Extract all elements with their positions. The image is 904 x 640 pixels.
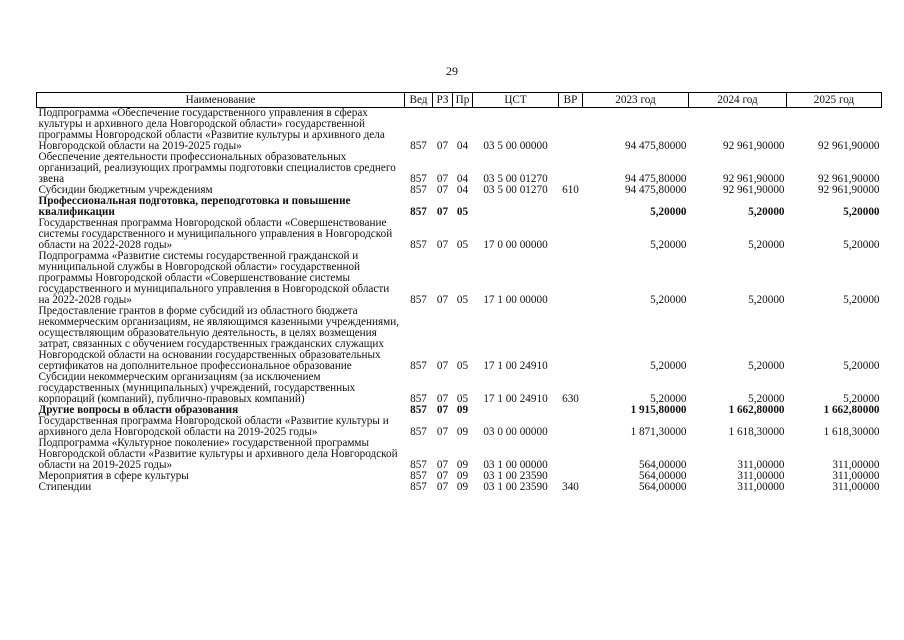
cell-name: Субсидии бюджетным учреждениям — [38, 184, 213, 196]
table-row — [37, 372, 882, 405]
cell-vr — [559, 251, 583, 306]
cell-pr: 09 — [456, 404, 469, 416]
header-ved: Вед — [405, 93, 433, 108]
cell-2025: 311,00000 — [832, 481, 880, 493]
cell-ved: 857 — [410, 459, 427, 471]
cell-2023: 5,20000 — [650, 239, 687, 251]
cell-2025: 92 961,90000 — [817, 184, 880, 196]
cell-pr: 04 — [456, 173, 469, 185]
cell-rz: 07 — [436, 470, 449, 482]
cell-name: Субсидии некоммерческим организациям (за исключением государственных (муниципальных) учреждений, государственных корпораций (компаний), публично-правовых компаний) — [38, 371, 356, 405]
cell-name: Профессиональная подготовка, переподготовка и повышение квалификации — [38, 195, 351, 218]
page-number: 29 — [446, 64, 458, 78]
cell-cst: 17 1 00 24910 — [483, 360, 548, 372]
cell-rz: 07 — [436, 294, 449, 306]
cell-cst: 03 5 00 00000 — [483, 140, 548, 152]
cell-vr — [559, 405, 583, 416]
cell-pr: 09 — [456, 481, 469, 493]
cell-cst: 17 1 00 00000 — [483, 294, 548, 306]
table-row — [37, 196, 882, 218]
cell-cst — [473, 196, 559, 218]
cell-2025: 311,00000 — [832, 470, 880, 482]
cell-2024: 5,20000 — [748, 393, 785, 405]
cell-rz: 07 — [436, 459, 449, 471]
cell-2024: 311,00000 — [737, 459, 785, 471]
table-row — [37, 218, 882, 251]
cell-cst: 03 5 00 01270 — [483, 173, 548, 185]
cell-2024: 92 961,90000 — [722, 140, 785, 152]
cell-pr: 05 — [456, 393, 469, 405]
cell-vr — [559, 218, 583, 251]
cell-ved: 857 — [410, 426, 427, 438]
cell-ved: 857 — [410, 173, 427, 185]
cell-2023: 564,00000 — [638, 459, 687, 471]
cell-2025: 1 618,30000 — [823, 426, 880, 438]
cell-ved: 857 — [410, 470, 427, 482]
cell-cst: 03 5 00 01270 — [483, 184, 548, 196]
cell-2023: 5,20000 — [650, 294, 687, 306]
header-2025: 2025 год — [787, 93, 882, 108]
table-row — [37, 152, 882, 185]
cell-2025: 92 961,90000 — [817, 140, 880, 152]
cell-vr — [559, 108, 583, 153]
cell-vr — [559, 438, 583, 471]
cell-2024: 5,20000 — [748, 360, 785, 372]
cell-2024: 92 961,90000 — [722, 184, 785, 196]
cell-pr: 09 — [456, 470, 469, 482]
budget-table — [36, 92, 882, 493]
cell-name: Другие вопросы в области образования — [38, 404, 239, 416]
table-row — [37, 251, 882, 306]
cell-2023: 5,20000 — [650, 206, 687, 218]
cell-vr: 630 — [562, 393, 579, 405]
cell-name: Предоставление грантов в форме субсидий из областного бюджета некоммерческим организациям, не являющимся казенными учреждениями, осуществляющим образовательную деятельность, в целях возмещения затрат, связанных с обучением государственных гражданских служащих Новгородской области на основании государственных образовательных сертификатов на дополнительное профессиональное образование — [38, 305, 399, 372]
cell-ved: 857 — [410, 239, 427, 251]
cell-rz: 07 — [436, 184, 449, 196]
cell-2025: 5,20000 — [843, 360, 880, 372]
cell-name: Обеспечение деятельности профессиональных образовательных организаций, реализующих программы подготовки специалистов среднего звена — [38, 151, 396, 185]
cell-2023: 94 475,80000 — [624, 184, 687, 196]
cell-cst: 03 1 00 00000 — [483, 459, 548, 471]
cell-vr — [559, 152, 583, 185]
cell-cst: 03 0 00 00000 — [483, 426, 548, 438]
cell-rz: 07 — [436, 404, 449, 416]
cell-pr: 09 — [456, 459, 469, 471]
cell-rz: 07 — [436, 393, 449, 405]
header-2024: 2024 год — [689, 93, 787, 108]
cell-2024: 5,20000 — [748, 239, 785, 251]
cell-rz: 07 — [436, 173, 449, 185]
cell-name: Стипендии — [38, 481, 92, 493]
cell-rz: 07 — [436, 239, 449, 251]
cell-2023: 1 871,30000 — [630, 426, 687, 438]
cell-2023: 5,20000 — [650, 393, 687, 405]
header-cst: ЦСТ — [473, 93, 559, 108]
header-name: Наименование — [37, 93, 405, 108]
cell-2024: 1 662,80000 — [728, 404, 785, 416]
cell-2024: 92 961,90000 — [722, 173, 785, 185]
cell-vr: 340 — [562, 481, 579, 493]
cell-ved: 857 — [410, 140, 427, 152]
cell-pr: 05 — [456, 206, 469, 218]
header-2023: 2023 год — [583, 93, 689, 108]
cell-2024: 311,00000 — [737, 481, 785, 493]
cell-ved: 857 — [410, 206, 427, 218]
cell-ved: 857 — [410, 360, 427, 372]
cell-name: Государственная программа Новгородской области «Развитие культуры и архивного дела Новгородской области на 2019-2025 годы» — [38, 415, 389, 438]
cell-pr: 05 — [456, 360, 469, 372]
cell-cst: 03 1 00 23590 — [483, 481, 548, 493]
cell-cst: 03 1 00 23590 — [483, 470, 548, 482]
cell-name: Подпрограмма «Развитие системы государственной гражданской и муниципальной службы в Новгородской области» государственной программы Новгородской области «Совершенствование системы государственного и муниципального управления в Новгородской области на 2022-2028 годы» — [38, 250, 390, 306]
cell-2025: 5,20000 — [843, 393, 880, 405]
cell-name: Государственная программа Новгородской области «Совершенствование системы государственного и муниципального управления в Новгородской области на 2022-2028 годы» — [38, 217, 393, 251]
cell-pr: 09 — [456, 426, 469, 438]
cell-vr: 610 — [562, 184, 579, 196]
cell-vr — [559, 416, 583, 438]
table-body — [37, 108, 882, 494]
cell-rz: 07 — [436, 426, 449, 438]
cell-2023: 564,00000 — [638, 470, 687, 482]
cell-name: Подпрограмма «Культурное поколение» государственной программы Новгородской области «Развитие культуры и архивного дела Новгородской области на 2019-2025 годы» — [38, 437, 398, 471]
cell-rz: 07 — [436, 206, 449, 218]
cell-2025: 311,00000 — [832, 459, 880, 471]
cell-2025: 5,20000 — [843, 294, 880, 306]
cell-ved: 857 — [410, 404, 427, 416]
cell-2023: 94 475,80000 — [624, 140, 687, 152]
cell-pr: 05 — [456, 239, 469, 251]
table-row — [37, 438, 882, 471]
header-rz: РЗ — [433, 93, 453, 108]
cell-vr — [559, 306, 583, 372]
cell-ved: 857 — [410, 294, 427, 306]
cell-2025: 5,20000 — [843, 206, 880, 218]
header-vr: ВР — [559, 93, 583, 108]
cell-2025: 5,20000 — [843, 239, 880, 251]
cell-2025: 1 662,80000 — [823, 404, 880, 416]
cell-ved: 857 — [410, 184, 427, 196]
cell-pr: 05 — [456, 294, 469, 306]
cell-rz: 07 — [436, 360, 449, 372]
cell-2023: 564,00000 — [638, 481, 687, 493]
cell-ved: 857 — [410, 481, 427, 493]
table-row — [37, 416, 882, 438]
table-row — [37, 108, 882, 153]
cell-rz: 07 — [436, 140, 449, 152]
cell-pr: 04 — [456, 140, 469, 152]
table-row — [37, 306, 882, 372]
cell-cst: 17 1 00 24910 — [483, 393, 548, 405]
table-row — [37, 482, 882, 493]
cell-ved: 857 — [410, 393, 427, 405]
cell-2024: 1 618,30000 — [728, 426, 785, 438]
cell-cst — [473, 405, 559, 416]
header-pr: Пр — [453, 93, 473, 108]
table-header-row — [37, 93, 882, 108]
cell-2024: 5,20000 — [748, 206, 785, 218]
cell-vr — [559, 196, 583, 218]
cell-2023: 5,20000 — [650, 360, 687, 372]
cell-2023: 1 915,80000 — [630, 404, 687, 416]
cell-pr: 04 — [456, 184, 469, 196]
cell-rz: 07 — [436, 481, 449, 493]
cell-2025: 92 961,90000 — [817, 173, 880, 185]
cell-cst: 17 0 00 00000 — [483, 239, 548, 251]
cell-name: Подпрограмма «Обеспечение государственного управления в сферах культуры и архивного дела Новгородской области» государственной программы Новгородской области «Развитие культуры и архивного дела Новгородской области на 2019-2025 годы» — [38, 107, 385, 152]
cell-2024: 5,20000 — [748, 294, 785, 306]
cell-2023: 94 475,80000 — [624, 173, 687, 185]
cell-name: Мероприятия в сфере культуры — [38, 470, 189, 482]
cell-2024: 311,00000 — [737, 470, 785, 482]
